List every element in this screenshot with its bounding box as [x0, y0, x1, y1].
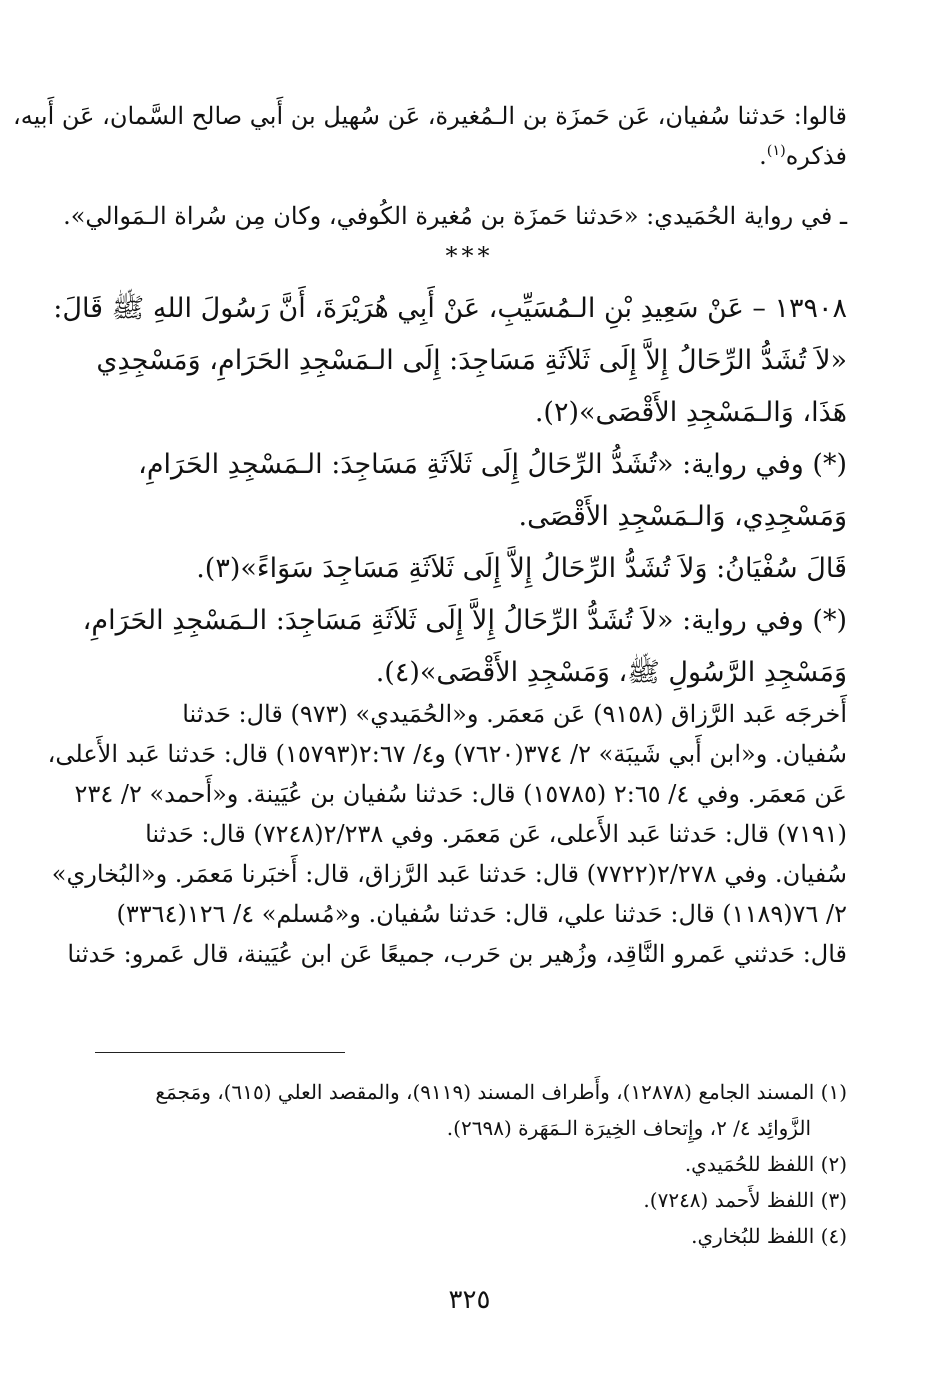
- takhrij-line: (٧١٩١) قال: حَدثنا عَبد الأَعلى، عَن مَعمَر. وفي ٢/٢٣٨(٧٢٤٨) قال: حَدثنا: [145, 820, 847, 848]
- takhrij-line: ٢/ ٧٦(١١٨٩) قال: حَدثنا علي، قال: حَدثنا سُفيان. و«مُسلم» ٤/ ١٢٦(٣٣٦٤): [116, 900, 847, 928]
- hadith-line: وَمَسْجِدِي، وَالـمَسْجِدِ الأَقْصَى.: [518, 501, 847, 532]
- hadith-line: (*) وفي رواية: «تُشَدُّ الرِّحَالُ إِلَى ثَلاَثَةِ مَسَاجِدَ: الـمَسْجِدِ الحَرَامِ،: [138, 449, 847, 480]
- top-paragraph: [13, 96, 847, 176]
- takhrij-line: أَخرجَه عَبد الرَّزاق (٩١٥٨) عَن مَعمَر. و«الحُمَيدي» (٩٧٣) قال: حَدثنا: [182, 700, 847, 728]
- text-line: قالوا: حَدثنا سُفيان، عَن حَمزَة بن الـمُغيرة، عَن سُهيل بن أَبي صالح السَّمان، عَن أَبيه،: [13, 102, 847, 130]
- footnote-3: (٣) اللفظ لأَحمد (٧٢٤٨).: [643, 1188, 847, 1212]
- takhrij-paragraph: [47, 694, 847, 974]
- footnote-2: (٢) اللفظ للحُمَيدي.: [684, 1152, 847, 1176]
- hadith-text: [53, 283, 847, 699]
- footnote-ref: (١): [766, 143, 786, 159]
- hadith-line: (*) وفي رواية: «لاَ تُشَدُّ الرِّحَالُ إِلاَّ إِلَى ثَلاَثَةِ مَسَاجِدَ: الـمَسْجِدِ الحَرَامِ،: [82, 605, 847, 636]
- footnote-divider: [95, 1052, 345, 1053]
- humaidi-note: [63, 196, 847, 236]
- takhrij-line: سُفيان. و«ابن أَبي شَيبَة» ٢/ ٣٧٤(٧٦٢٠) و٤/ ٢:٦٧(١٥٧٩٣) قال: حَدثنا عَبد الأَعلى،: [47, 740, 847, 768]
- hadith-line: قَالَ سُفْيَانُ: وَلاَ تُشَدُّ الرِّحَالُ إِلاَّ إِلَى ثَلاَثَةِ مَسَاجِدَ سَوَاءً»(٣).: [196, 553, 847, 584]
- section-separator: ***: [445, 242, 494, 270]
- text-line: فذكره$^{(١)}$.: [759, 142, 847, 170]
- footnote-1-cont: الزَّوائِد ٤/ ٢، وإِتحاف الخِيرَة الـمَهَرة (٢٦٩٨).: [446, 1116, 811, 1140]
- hadith-line: هَذَا، وَالـمَسْجِدِ الأَقْصَى»(٢).: [534, 397, 847, 428]
- text-line: ـ في رواية الحُمَيدي: «حَدثنا حَمزَة بن مُغيرة الكُوفي، وكان مِن سُراة الـمَوالي».: [63, 202, 847, 230]
- hadith-line: ١٣٩٠٨ – عَنْ سَعِيدِ بْنِ الـمُسَيِّبِ، عَنْ أَبِي هُرَيْرَةَ، أَنَّ رَسُولَ اللهِ ﷺ قَالَ:: [53, 293, 847, 324]
- takhrij-line: عَن مَعمَر. وفي ٤/ ٢:٦٥ (١٥٧٨٥) قال: حَدثنا سُفيان بن عُيَينة. و«أَحمد» ٢/ ٢٣٤: [74, 780, 847, 808]
- takhrij-line: سُفيان. وفي ٢/٢٧٨(٧٧٢٢) قال: حَدثنا عَبد الرَّزاق، قال: أَخبَرنا مَعمَر. و«البُخاري»: [51, 860, 847, 888]
- footnote-4: (٤) اللفظ للبُخاري.: [691, 1224, 847, 1248]
- hadith-line: وَمَسْجِدِ الرَّسُولِ ﷺ، وَمَسْجِدِ الأَقْصَى»(٤).: [375, 657, 847, 688]
- hadith-line: «لاَ تُشَدُّ الرِّحَالُ إِلاَّ إِلَى ثَلاَثَةِ مَسَاجِدَ: إِلَى الـمَسْجِدِ الحَرَامِ، وَمَسْجِدِي: [96, 345, 847, 376]
- takhrij-line: قال: حَدثني عَمرو النَّاقِد، وزُهير بن حَرب، جميعًا عَن ابن عُيَينة، قال عَمرو: حَدثنا: [67, 940, 847, 968]
- footnotes: [97, 1074, 847, 1254]
- footnote-1: (١) المسند الجامع (١٢٨٧٨)، وأَطراف المسند (٩١١٩)، والمقصد العلي (٦١٥)، ومَجمَع: [155, 1080, 847, 1104]
- page-number: ٣٢٥: [448, 1285, 491, 1315]
